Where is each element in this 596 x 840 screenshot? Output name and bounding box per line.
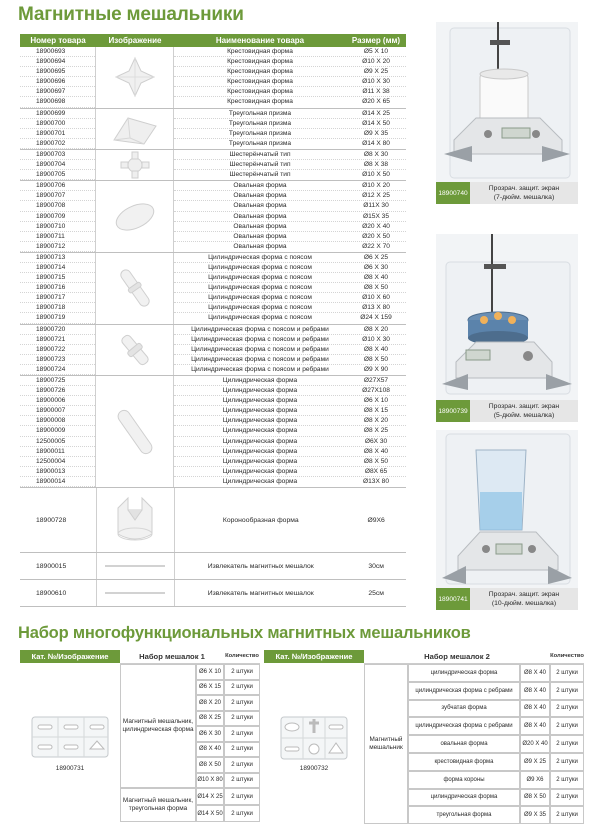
- item-name: Шестерёнчатый тип: [229, 171, 291, 179]
- table-row: [174, 139, 406, 149]
- item-code: 18900723: [20, 355, 95, 365]
- ribbed-stirbar-icon: [95, 325, 174, 375]
- table-row: 18900015 Извлекатель магнитных мешалок 30см: [20, 553, 406, 580]
- item-size: Ø8 X 40: [363, 447, 389, 455]
- item-name: Цилиндрическая форма: [222, 437, 298, 445]
- item-size: Ø8 X 30: [363, 150, 389, 158]
- set1-size: Ø8 X 20: [196, 695, 224, 711]
- retriever-rod-icon: [96, 553, 176, 579]
- item-size: Ø15X 35: [362, 212, 390, 220]
- item-size: Ø11 X 38: [362, 88, 390, 96]
- set1-header-qty: Количество: [224, 650, 260, 664]
- oval-stirbar-icon: [95, 181, 174, 252]
- set2-qty: 2 штуки: [550, 682, 584, 700]
- item-code: 18900709: [20, 212, 95, 222]
- col-header-image: Изображение: [108, 36, 162, 45]
- item-code: 18900717: [20, 293, 95, 303]
- item-name: Цилиндрическая форма: [222, 427, 298, 435]
- item-name: Овальная форма: [233, 222, 287, 230]
- set1-size: Ø6 X 15: [196, 680, 224, 696]
- set1-qty: 2 штуки: [224, 788, 260, 805]
- table-row: [174, 467, 406, 477]
- table-row: [174, 365, 406, 375]
- item-name: Шестерёнчатый тип: [229, 161, 291, 169]
- set1-size: Ø6 X 10: [196, 664, 224, 680]
- item-size: Ø6 X 30: [363, 263, 389, 271]
- item-name: Цилиндрическая форма: [222, 387, 298, 395]
- set2-shape: форма короны: [408, 771, 520, 789]
- product-code: 18900739: [436, 400, 470, 422]
- table-row: [174, 396, 406, 406]
- item-size: Ø10 X 60: [362, 294, 390, 302]
- item-size: Ø8 X 50: [363, 355, 389, 363]
- set2-size: Ø8 X 40: [520, 700, 550, 718]
- item-code: 18900693: [20, 47, 95, 57]
- table-row: [174, 447, 406, 457]
- product-desc: Прозрач. защит. экран (5-дюйм. мешалка): [488, 403, 560, 419]
- item-name: Треугольная призма: [228, 109, 292, 117]
- product-desc: Прозрач. защит. экран (10-дюйм. мешалка): [488, 591, 560, 607]
- table-header: [20, 34, 406, 47]
- table-row: [174, 232, 406, 242]
- triangular-stirbar-icon: [95, 109, 174, 149]
- page-title: Магнитные мешальники: [18, 4, 244, 25]
- item-size: Ø20 X 50: [362, 232, 390, 240]
- item-code: 18900703: [20, 150, 95, 160]
- crown-stirbar-icon: [96, 488, 176, 552]
- col-header-size: Размер (мм): [351, 36, 401, 45]
- item-name: Треугольная призма: [228, 139, 292, 147]
- table-row: [174, 201, 406, 211]
- item-name: Цилиндрическая форма с поясом и ребрами: [191, 345, 329, 353]
- item-name: Цилиндрическая форма с поясом: [208, 274, 312, 282]
- item-size: Ø13X 80: [362, 477, 390, 485]
- table-row: [174, 335, 406, 345]
- item-code: 18900718: [20, 303, 95, 313]
- item-name: Шестерёнчатый тип: [229, 150, 291, 158]
- table-row: [174, 325, 406, 335]
- item-code: 18900009: [20, 426, 95, 436]
- table-row: [174, 303, 406, 313]
- item-size: Ø22 X 70: [362, 242, 390, 250]
- item-size: Ø6 X 10: [363, 397, 389, 405]
- table-row: [174, 457, 406, 467]
- item-code: 18900694: [20, 57, 95, 67]
- item-size: Ø13 X 80: [362, 304, 390, 312]
- item-name: Цилиндрическая форма: [222, 407, 298, 415]
- set2-size: Ø8 X 40: [520, 682, 550, 700]
- item-code: 18900710: [20, 222, 95, 232]
- item-size: Ø27X108: [362, 387, 390, 395]
- set1-size: Ø8 X 25: [196, 711, 224, 727]
- set2-code: 18900732: [299, 765, 329, 772]
- item-name: Цилиндрическая форма: [222, 477, 298, 485]
- set1-size: Ø14 X 25: [196, 788, 224, 805]
- table-row: [174, 263, 406, 273]
- item-code: 18900011: [20, 447, 95, 457]
- item-code: 18900722: [20, 345, 95, 355]
- table-row: [174, 426, 406, 436]
- table-row: [174, 129, 406, 139]
- set2-shape: крестовидная форма: [408, 753, 520, 771]
- item-name: Цилиндрическая форма: [222, 467, 298, 475]
- item-name: Крестовидная форма: [227, 78, 293, 86]
- item-name: Цилиндрическая форма с поясом и ребрами: [191, 365, 329, 373]
- set1-header-cat: Кат. №/Изображение: [20, 650, 120, 663]
- set2-shape: цилиндрическая форма: [408, 789, 520, 807]
- item-code: 18900696: [20, 77, 95, 87]
- set2-qty: 2 штуки: [550, 806, 584, 824]
- row-group: [20, 181, 406, 253]
- row-group: [20, 47, 406, 109]
- cylindrical-stirbar-icon: [95, 376, 174, 487]
- table-row: [174, 109, 406, 119]
- item-code: 18900697: [20, 87, 95, 97]
- table-row: [174, 437, 406, 447]
- table-row: [174, 253, 406, 263]
- table-row: [174, 181, 406, 191]
- retriever-rod-icon: [96, 580, 176, 606]
- item-code: 18900702: [20, 139, 95, 149]
- stirbar-set-box-image: [279, 715, 349, 761]
- item-size: Ø10 X 50: [362, 171, 390, 179]
- item-size: Ø9 X 35: [363, 129, 389, 137]
- item-code: 18900707: [20, 191, 95, 201]
- set1-header-set: Набор мешалок 1: [120, 650, 224, 664]
- set2-qty: 2 штуки: [550, 789, 584, 807]
- set1-qty: 2 штуки: [224, 695, 260, 711]
- set1-qty: 2 штуки: [224, 773, 260, 789]
- item-size: Ø14 X 25: [362, 109, 390, 117]
- product-desc: Прозрач. защит. экран (7-дюйм. мешалка): [488, 185, 560, 201]
- table-row: 18900728 Коронообразная форма Ø9X6: [20, 488, 406, 553]
- set2-size: Ø9 X 25: [520, 753, 550, 771]
- item-name: Цилиндрическая форма: [222, 417, 298, 425]
- item-size: Ø10 X 30: [362, 335, 390, 343]
- item-size: Ø8 X 20: [363, 325, 389, 333]
- item-size: Ø6 X 25: [363, 253, 389, 261]
- set2-shape: зубчатая форма: [408, 700, 520, 718]
- item-size: Ø9 X 90: [363, 365, 389, 373]
- set2-size: Ø8 X 40: [520, 664, 550, 682]
- item-code: 18900700: [20, 119, 95, 129]
- set1-qty: 2 штуки: [224, 664, 260, 680]
- set1-code: 18900731: [55, 765, 85, 772]
- set1-qty: 2 штуки: [224, 726, 260, 742]
- table-row: [174, 67, 406, 77]
- item-name: Овальная форма: [233, 212, 287, 220]
- set2-qty: 2 штуки: [550, 664, 584, 682]
- item-name: Цилиндрическая форма с поясом: [208, 304, 312, 312]
- item-name: Цилиндрическая форма с поясом: [208, 253, 312, 261]
- item-size: Ø10 X 20: [362, 182, 390, 190]
- item-code: 18900713: [20, 253, 95, 263]
- item-name: Овальная форма: [233, 232, 287, 240]
- item-code: 18900699: [20, 109, 95, 119]
- table-row: [174, 376, 406, 386]
- set2-qty: 2 штуки: [550, 700, 584, 718]
- table-row: [174, 477, 406, 487]
- item-name: Овальная форма: [233, 192, 287, 200]
- item-code: 18900708: [20, 201, 95, 211]
- table-row: [174, 47, 406, 57]
- item-name: Овальная форма: [233, 202, 287, 210]
- set1-label-cylindrical: Магнитный мешальник, цилиндрическая форма: [120, 664, 196, 788]
- table-row: [174, 77, 406, 87]
- item-size: Ø11X 30: [363, 202, 389, 210]
- item-name: Крестовидная форма: [227, 58, 293, 66]
- set1-size: Ø14 X 50: [196, 805, 224, 822]
- product-code: 18900740: [436, 182, 470, 204]
- row-group: [20, 376, 406, 488]
- item-name: Овальная форма: [233, 182, 287, 190]
- stirbar-table: [20, 34, 406, 607]
- cross-stirbar-icon: [95, 47, 174, 108]
- set2-header-cat: Кат. №/Изображение: [264, 650, 364, 663]
- set2-size: Ø8 X 50: [520, 789, 550, 807]
- item-size: Ø8 X 50: [363, 457, 389, 465]
- item-code: 18900711: [20, 232, 95, 242]
- item-name: Цилиндрическая форма: [222, 377, 298, 384]
- item-name: Крестовидная форма: [227, 48, 293, 55]
- item-name: Цилиндрическая форма с поясом и ребрами: [191, 355, 329, 363]
- item-code: 18900715: [20, 273, 95, 283]
- item-name: Треугольная призма: [228, 119, 292, 127]
- item-name: Цилиндрическая форма с поясом: [208, 263, 312, 271]
- row-group: [20, 253, 406, 325]
- set2-size: Ø20 X 40: [520, 735, 550, 753]
- set1-size: Ø10 X 80: [196, 773, 224, 789]
- table-row: [174, 345, 406, 355]
- set2-qty: 2 штуки: [550, 771, 584, 789]
- table-row: [174, 57, 406, 67]
- item-name: Цилиндрическая форма с поясом и ребрами: [191, 335, 329, 343]
- item-name: Цилиндрическая форма: [222, 447, 298, 455]
- item-code: 18900720: [20, 325, 95, 335]
- item-size: Ø8 X 20: [363, 417, 389, 425]
- set1-qty: 2 штуки: [224, 805, 260, 822]
- item-code: 18900725: [20, 376, 95, 386]
- item-code: 12500005: [20, 437, 95, 447]
- item-code: 18900716: [20, 283, 95, 293]
- item-code: 18900698: [20, 97, 95, 107]
- table-row: [174, 416, 406, 426]
- table-row: 18900610 Извлекатель магнитных мешалок 25см: [20, 580, 406, 607]
- item-code: 18900006: [20, 396, 95, 406]
- table-body: [20, 47, 406, 488]
- set1-size: Ø8 X 50: [196, 757, 224, 773]
- table-row: [174, 386, 406, 396]
- product-code: 18900741: [436, 588, 470, 610]
- table-row: [174, 150, 406, 160]
- item-name: Овальная форма: [233, 242, 287, 250]
- stirrer-shield-image: [436, 430, 578, 588]
- table-row: [174, 406, 406, 416]
- table-row: [174, 222, 406, 232]
- item-name: Цилиндрическая форма с поясом: [208, 294, 312, 302]
- item-size: Ø6X 30: [364, 437, 388, 445]
- set2-qty: 2 штуки: [550, 717, 584, 735]
- table-row: [174, 97, 406, 107]
- item-code: 18900726: [20, 386, 95, 396]
- item-name: Цилиндрическая форма с поясом и ребрами: [191, 325, 329, 333]
- item-code: 18900008: [20, 416, 95, 426]
- item-name: Крестовидная форма: [227, 68, 293, 76]
- table-row: [174, 283, 406, 293]
- item-name: Цилиндрическая форма с поясом: [208, 314, 312, 322]
- item-code: 18900695: [20, 67, 95, 77]
- table-row: [174, 293, 406, 303]
- item-size: Ø10 X 20: [362, 58, 390, 66]
- set1-table: [20, 650, 260, 830]
- item-code: 18900706: [20, 181, 95, 191]
- set2-shape: цилиндрическая форма с ребрами: [408, 717, 520, 735]
- col-header-code: Номер товара: [30, 36, 86, 45]
- set2-table: [264, 650, 584, 830]
- item-name: Крестовидная форма: [227, 88, 293, 96]
- table-row: [174, 212, 406, 222]
- set1-qty: 2 штуки: [224, 711, 260, 727]
- item-size: Ø8 X 40: [363, 345, 389, 353]
- item-name: Крестовидная форма: [227, 98, 293, 106]
- set2-size: Ø9 X 35: [520, 806, 550, 824]
- set2-size: Ø9 X6: [520, 771, 550, 789]
- set1-size: Ø8 X 40: [196, 742, 224, 758]
- item-code: 18900719: [20, 313, 95, 323]
- item-size: Ø8 X 15: [363, 407, 389, 415]
- set2-shape: цилиндрическая форма с ребрами: [408, 682, 520, 700]
- item-name: Цилиндрическая форма: [222, 457, 298, 465]
- set2-header-set: Набор мешалок 2: [364, 650, 550, 664]
- table-row: [174, 273, 406, 283]
- section-title: Набор многофункциональных магнитных мешальников: [18, 624, 471, 642]
- item-size: Ø10 X 30: [362, 78, 390, 86]
- set2-label: Магнитный мешальник: [364, 664, 408, 824]
- table-row: [174, 355, 406, 365]
- item-code: 18900013: [20, 467, 95, 477]
- item-name: Цилиндрическая форма с поясом: [208, 284, 312, 292]
- item-size: Ø27X57: [363, 377, 389, 384]
- set2-qty: 2 штуки: [550, 753, 584, 771]
- stirbar-set-box-image: [30, 715, 110, 759]
- pivot-ring-stirbar-icon: [95, 253, 174, 324]
- item-code: 18900007: [20, 406, 95, 416]
- col-header-name: Наименование товара: [215, 36, 305, 45]
- item-code: 18900712: [20, 242, 95, 252]
- item-code: 18900721: [20, 335, 95, 345]
- item-size: Ø5 X 10: [363, 48, 389, 55]
- item-code: 18900014: [20, 477, 95, 487]
- table-row: [174, 87, 406, 97]
- table-row: [174, 119, 406, 129]
- item-code: 12500004: [20, 457, 95, 467]
- stirrer-shield-image: [436, 22, 578, 182]
- table-row: [174, 170, 406, 180]
- item-code: 18900701: [20, 129, 95, 139]
- item-size: Ø24 X 159: [360, 314, 392, 322]
- set2-header-qty: Количество: [550, 650, 584, 664]
- set1-qty: 2 штуки: [224, 742, 260, 758]
- item-name: Цилиндрическая форма: [222, 397, 298, 405]
- table-row: [174, 313, 406, 323]
- row-group: [20, 325, 406, 376]
- row-group: [20, 150, 406, 181]
- table-row: [174, 191, 406, 201]
- table-row: [174, 160, 406, 170]
- set1-qty: 2 штуки: [224, 757, 260, 773]
- item-code: 18900724: [20, 365, 95, 375]
- item-size: Ø8 X 50: [363, 284, 389, 292]
- item-size: Ø8 X 38: [363, 161, 389, 169]
- table-row: [174, 242, 406, 252]
- row-group: [20, 109, 406, 150]
- set2-qty: 2 штуки: [550, 735, 584, 753]
- item-size: Ø14 X 50: [362, 119, 390, 127]
- set2-shape: треугольная форма: [408, 806, 520, 824]
- item-code: 18900704: [20, 160, 95, 170]
- item-size: Ø12 X 25: [362, 192, 390, 200]
- item-size: Ø14 X 80: [362, 139, 390, 147]
- item-size: Ø20 X 40: [362, 222, 390, 230]
- item-code: 18900714: [20, 263, 95, 273]
- gear-stirbar-icon: [95, 150, 174, 180]
- set1-label-triangular: Магнитный мешальник, треугольная форма: [120, 788, 196, 822]
- stirrer-shield-image: [436, 234, 578, 400]
- set2-shape: овальная форма: [408, 735, 520, 753]
- item-size: Ø20 X 65: [362, 98, 390, 106]
- set2-size: Ø8 X 40: [520, 717, 550, 735]
- item-size: Ø8X 65: [364, 467, 388, 475]
- item-size: Ø8 X 25: [363, 427, 389, 435]
- set2-shape: цилиндрическая форма: [408, 664, 520, 682]
- set1-qty: 2 штуки: [224, 680, 260, 696]
- item-size: Ø8 X 40: [363, 274, 389, 282]
- item-size: Ø9 X 25: [363, 68, 389, 76]
- set1-size: Ø6 X 30: [196, 726, 224, 742]
- item-code: 18900705: [20, 170, 95, 180]
- item-name: Треугольная призма: [228, 129, 292, 137]
